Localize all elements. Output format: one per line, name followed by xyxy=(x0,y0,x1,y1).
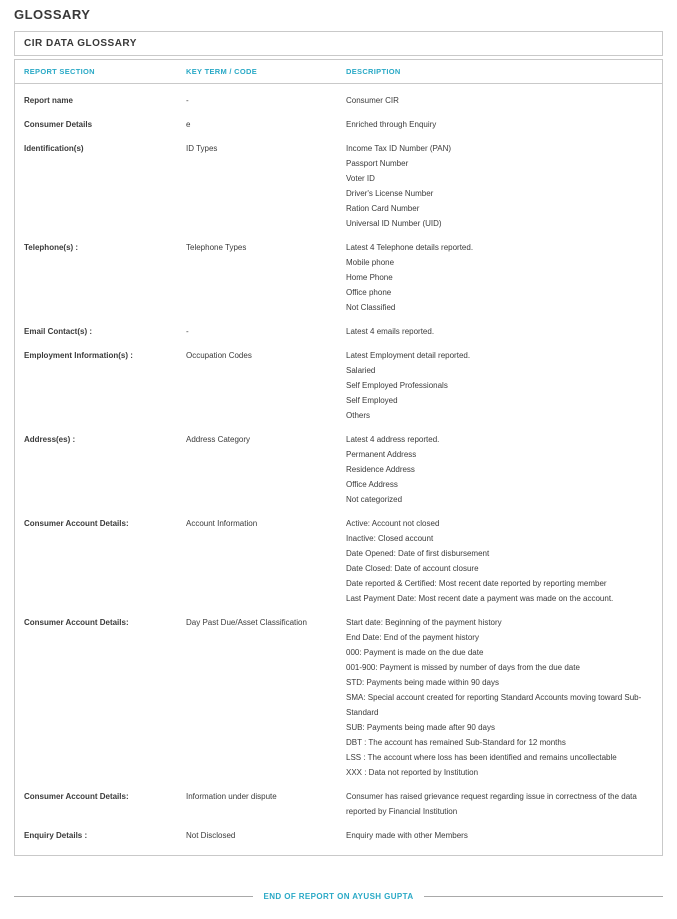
report-section-cell: Report name xyxy=(24,96,73,105)
description-line: Voter ID xyxy=(346,174,375,183)
description-line: Residence Address xyxy=(346,465,415,474)
description-line: Consumer has raised grievance request regarding issue in correctness of the data reported by Financial Institution xyxy=(346,792,637,816)
table-row xyxy=(24,240,653,315)
description-line: Salaried xyxy=(346,366,376,375)
key-term-cell: - xyxy=(186,327,189,336)
key-term-cell: Occupation Codes xyxy=(186,351,252,360)
report-section-cell: Consumer Account Details: xyxy=(24,519,129,528)
table-header-row xyxy=(14,59,663,84)
report-section-cell: Employment Information(s) : xyxy=(24,351,133,360)
column-header-report-section: REPORT SECTION xyxy=(24,67,95,76)
description-cell xyxy=(346,789,653,819)
description-cell xyxy=(346,516,653,606)
key-term-cell: Account Information xyxy=(186,519,258,528)
footer-rule-right xyxy=(424,896,663,897)
description-cell xyxy=(346,117,653,132)
description-line: Not categorized xyxy=(346,495,403,504)
description-line: 000: Payment is made on the due date xyxy=(346,648,484,657)
description-line: Income Tax ID Number (PAN) xyxy=(346,144,452,153)
description-line: Permanent Address xyxy=(346,450,417,459)
table-row xyxy=(24,348,653,423)
description-line: Self Employed xyxy=(346,396,398,405)
key-term-cell: Information under dispute xyxy=(186,792,277,801)
table-row xyxy=(24,141,653,231)
table-row xyxy=(24,432,653,507)
table-row xyxy=(24,828,653,843)
table-body xyxy=(14,83,663,856)
description-line: Start date: Beginning of the payment history xyxy=(346,618,502,627)
key-term-cell: Address Category xyxy=(186,435,251,444)
description-line: Passport Number xyxy=(346,159,409,168)
description-line: Home Phone xyxy=(346,273,393,282)
description-line: Ration Card Number xyxy=(346,204,420,213)
description-line: Date Opened: Date of first disbursement xyxy=(346,549,490,558)
description-line: Latest 4 emails reported. xyxy=(346,327,435,336)
table-row xyxy=(24,789,653,819)
description-line: Office phone xyxy=(346,288,392,297)
report-section-cell: Enquiry Details : xyxy=(24,831,88,840)
report-section-cell: Identification(s) xyxy=(24,144,84,153)
description-line: Driver's License Number xyxy=(346,189,434,198)
description-line: End Date: End of the payment history xyxy=(346,633,479,642)
description-cell xyxy=(346,348,653,423)
table-row xyxy=(24,117,653,132)
description-line: XXX : Data not reported by Institution xyxy=(346,768,479,777)
description-line: Not Classified xyxy=(346,303,396,312)
key-term-cell: Not Disclosed xyxy=(186,831,236,840)
column-header-description: DESCRIPTION xyxy=(346,67,401,76)
description-cell xyxy=(346,240,653,315)
description-line: Universal ID Number (UID) xyxy=(346,219,442,228)
description-cell xyxy=(346,141,653,231)
key-term-cell: Telephone Types xyxy=(186,243,247,252)
description-cell xyxy=(346,93,653,108)
key-term-cell: ID Types xyxy=(186,144,218,153)
description-line: Office Address xyxy=(346,480,398,489)
description-line: SMA: Special account created for reporting Standard Accounts moving toward Sub-Standard xyxy=(346,693,642,717)
page-title: GLOSSARY xyxy=(14,7,91,22)
description-line: LSS : The account where loss has been identified and remains uncollectable xyxy=(346,753,617,762)
key-term-cell: e xyxy=(186,120,191,129)
description-cell xyxy=(346,615,653,780)
column-header-key-term: KEY TERM / CODE xyxy=(186,67,258,76)
description-line: Active: Account not closed xyxy=(346,519,440,528)
description-cell xyxy=(346,324,653,339)
report-section-cell: Consumer Details xyxy=(24,120,93,129)
table-row xyxy=(24,93,653,108)
table-row xyxy=(24,324,653,339)
report-section-cell: Consumer Account Details: xyxy=(24,792,129,801)
footer-rule-left xyxy=(14,896,253,897)
description-line: Others xyxy=(346,411,371,420)
table-row xyxy=(24,615,653,780)
description-cell xyxy=(346,828,653,843)
description-line: 001-900: Payment is missed by number of days from the due date xyxy=(346,663,580,672)
description-line: Self Employed Professionals xyxy=(346,381,448,390)
key-term-cell: Day Past Due/Asset Classification xyxy=(186,618,307,627)
description-cell xyxy=(346,432,653,507)
description-line: Enriched through Enquiry xyxy=(346,120,437,129)
table-title: CIR DATA GLOSSARY xyxy=(24,38,137,49)
description-line: STD: Payments being made within 90 days xyxy=(346,678,499,687)
description-line: SUB: Payments being made after 90 days xyxy=(346,723,495,732)
description-line: Latest 4 address reported. xyxy=(346,435,440,444)
table-row xyxy=(24,516,653,606)
key-term-cell: - xyxy=(186,96,189,105)
report-footer xyxy=(14,892,663,901)
report-section-cell: Address(es) : xyxy=(24,435,76,444)
description-line: Mobile phone xyxy=(346,258,395,267)
description-line: Enquiry made with other Members xyxy=(346,831,468,840)
description-line: Inactive: Closed account xyxy=(346,534,434,543)
description-line: Last Payment Date: Most recent date a payment was made on the account. xyxy=(346,594,614,603)
description-line: Latest 4 Telephone details reported. xyxy=(346,243,474,252)
description-line: Consumer CIR xyxy=(346,96,399,105)
table-title-bar xyxy=(14,31,663,56)
report-section-cell: Consumer Account Details: xyxy=(24,618,129,627)
report-section-cell: Telephone(s) : xyxy=(24,243,79,252)
description-line: DBT : The account has remained Sub-Standard for 12 months xyxy=(346,738,566,747)
description-line: Latest Employment detail reported. xyxy=(346,351,471,360)
end-of-report-text: END OF REPORT ON AYUSH GUPTA xyxy=(263,892,414,901)
description-line: Date Closed: Date of account closure xyxy=(346,564,479,573)
description-line: Date reported & Certified: Most recent date reported by reporting member xyxy=(346,579,607,588)
report-section-cell: Email Contact(s) : xyxy=(24,327,93,336)
